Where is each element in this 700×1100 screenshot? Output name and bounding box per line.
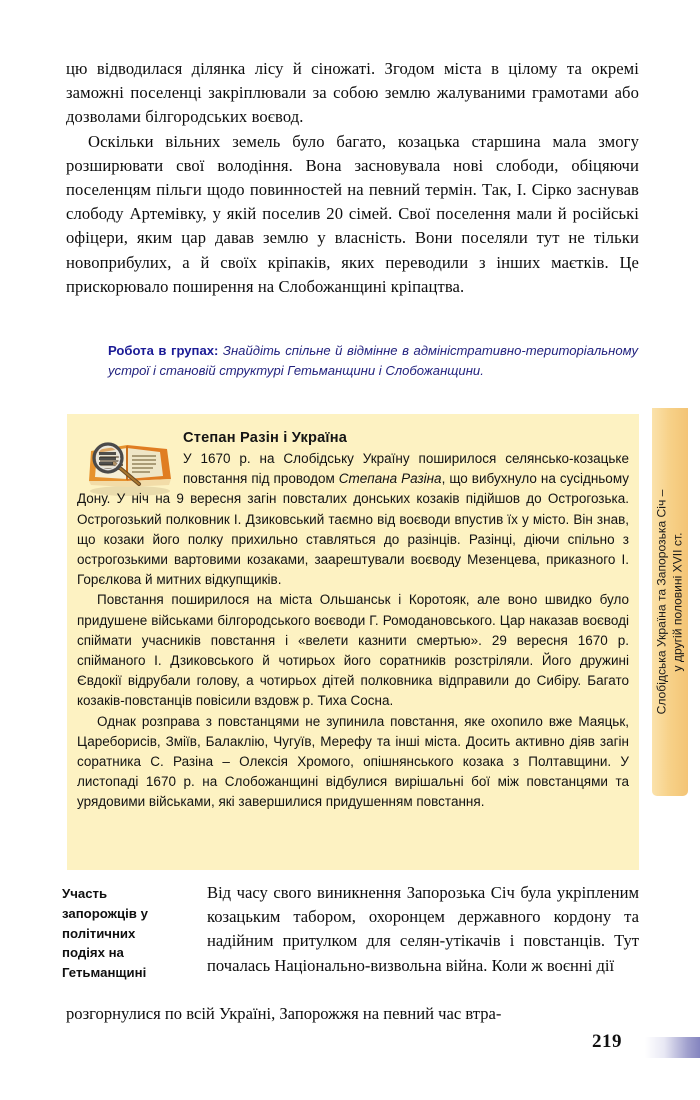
footer-decorative-bar xyxy=(645,1037,700,1058)
razin-p1-italic-name: Степана Разіна xyxy=(338,471,442,487)
zaporizhzhia-paragraph-continued: розгорнулися по всій Україні, Запорожжя на певний час втра- xyxy=(66,1004,502,1023)
side-tab-line-2: у другій половині XVII ст. xyxy=(670,532,684,672)
group-work-label: Робота в групах: xyxy=(108,343,219,358)
highlight-box-body xyxy=(77,449,629,813)
razin-p1-part2: , що вибухнуло на сусідньому Дону. У ніч на 9 вересня загін повсталих донських козаків підійшов до Острогозька. Острогозький полковник І. Дзиковський таємно від воєводи впустив їх у місто. Він знав, що козаки його полку прихильно ставляться до разінців. Разінці, діючи спільно з острогозькими вартовими козаками, заарештували воєводу Мезенцева, приказного І. Горєлкова й митних відкупщиків. xyxy=(77,471,629,588)
margin-heading: Участь запорожців у політичних подіях на Гетьманщині xyxy=(62,886,148,981)
paragraph-free-lands: Оскільки вільних земель було багато, козацька старшина мала змогу розширювати свої володіння. Вона засновувала нові слободи, обіцяючи поселенцям пільги щодо повинностей на певний термін. Так, І. Сірко заснував слободу Артемівку, у якій поселив 20 сімей. Свої поселення мали й російські офіцери, яким цар давав землю у власність. Вони поселяли тут не тільки новоприбулих, а й своїх кріпаків, яких переводили з інших маєтків. Це прискорювало поширення на Слобожанщині кріпацтва. xyxy=(66,131,639,296)
page-number: 219 xyxy=(592,1031,622,1052)
side-tab-line-1: Слобідська Україна та Запорозька Січ – xyxy=(654,489,669,715)
razin-paragraph-2: Повстання поширилося на міста Ольшанськ і Коротояк, але воно швидко було придушене військами білгородського воєводи Г. Ромодановського. Цар наказав воєводі спіймати учасників повстання і «велети казнити смертью». 29 вересня 1670 р. спійманого І. Дзиковського й чотирьох його соратників розстріляли. Його дружині Євдокії відрубали голову, а чотирьох дітей полковника відправили до Сибіру. Багато козаків-повстанців повісили вздовж р. Тиха Сосна. xyxy=(77,592,629,709)
highlight-box-title: Степан Разін і Україна xyxy=(183,430,348,446)
group-work-task: Знайдіть спільне й відмінне в адміністративно-територіальному устрої і становій структурі Гетьманщини і Слобожанщини. xyxy=(108,343,638,378)
zaporizhzhia-paragraph: Від часу свого виникнення Запорозька Січ була укріпленим козацьким табором, охоронцем державного кордону та надійним притулком для селян-утікачів і повстанців. Тут почалась Національно-визвольна війна. Коли ж воєнні дії xyxy=(207,883,639,975)
chapter-side-tab xyxy=(652,408,688,796)
razin-paragraph-1 xyxy=(77,449,629,590)
razin-paragraph-3: Однак розправа з повстанцями не зупинила повстання, яке охопило вже Маяцьк, Цареборисів, Зміїв, Балаклію, Чугуїв, Мерефу та інші міста. Досить активно діяв загін соратника С. Разіна – Олексія Хромого, опішнянського козака з Полтавщини. У листопаді 1670 р. на Слобожанщині відбулися вирішальні бої між повстанцями та урядовими військами, які завершилися придушенням повстання. xyxy=(77,713,629,810)
highlight-box-stepan-razin xyxy=(67,414,639,870)
paragraph-continuation: цю відводилася ділянка лісу й сіножаті. Згодом міста в цілому та окремі заможні поселенці закріплювали за собою землю жалуваними грамотами або дозволами білгородських воєвод. xyxy=(66,59,639,127)
razin-p1-part1: У 1670 р. на Слобідську Україну поширилося селянсько-козацьке повстання під проводом xyxy=(183,451,629,487)
group-work-note xyxy=(108,341,638,380)
bottom-body-text-full xyxy=(66,1002,639,1026)
chapter-side-tab-text xyxy=(655,412,686,792)
bottom-body-text-right xyxy=(207,881,639,978)
top-body-text xyxy=(66,57,639,299)
